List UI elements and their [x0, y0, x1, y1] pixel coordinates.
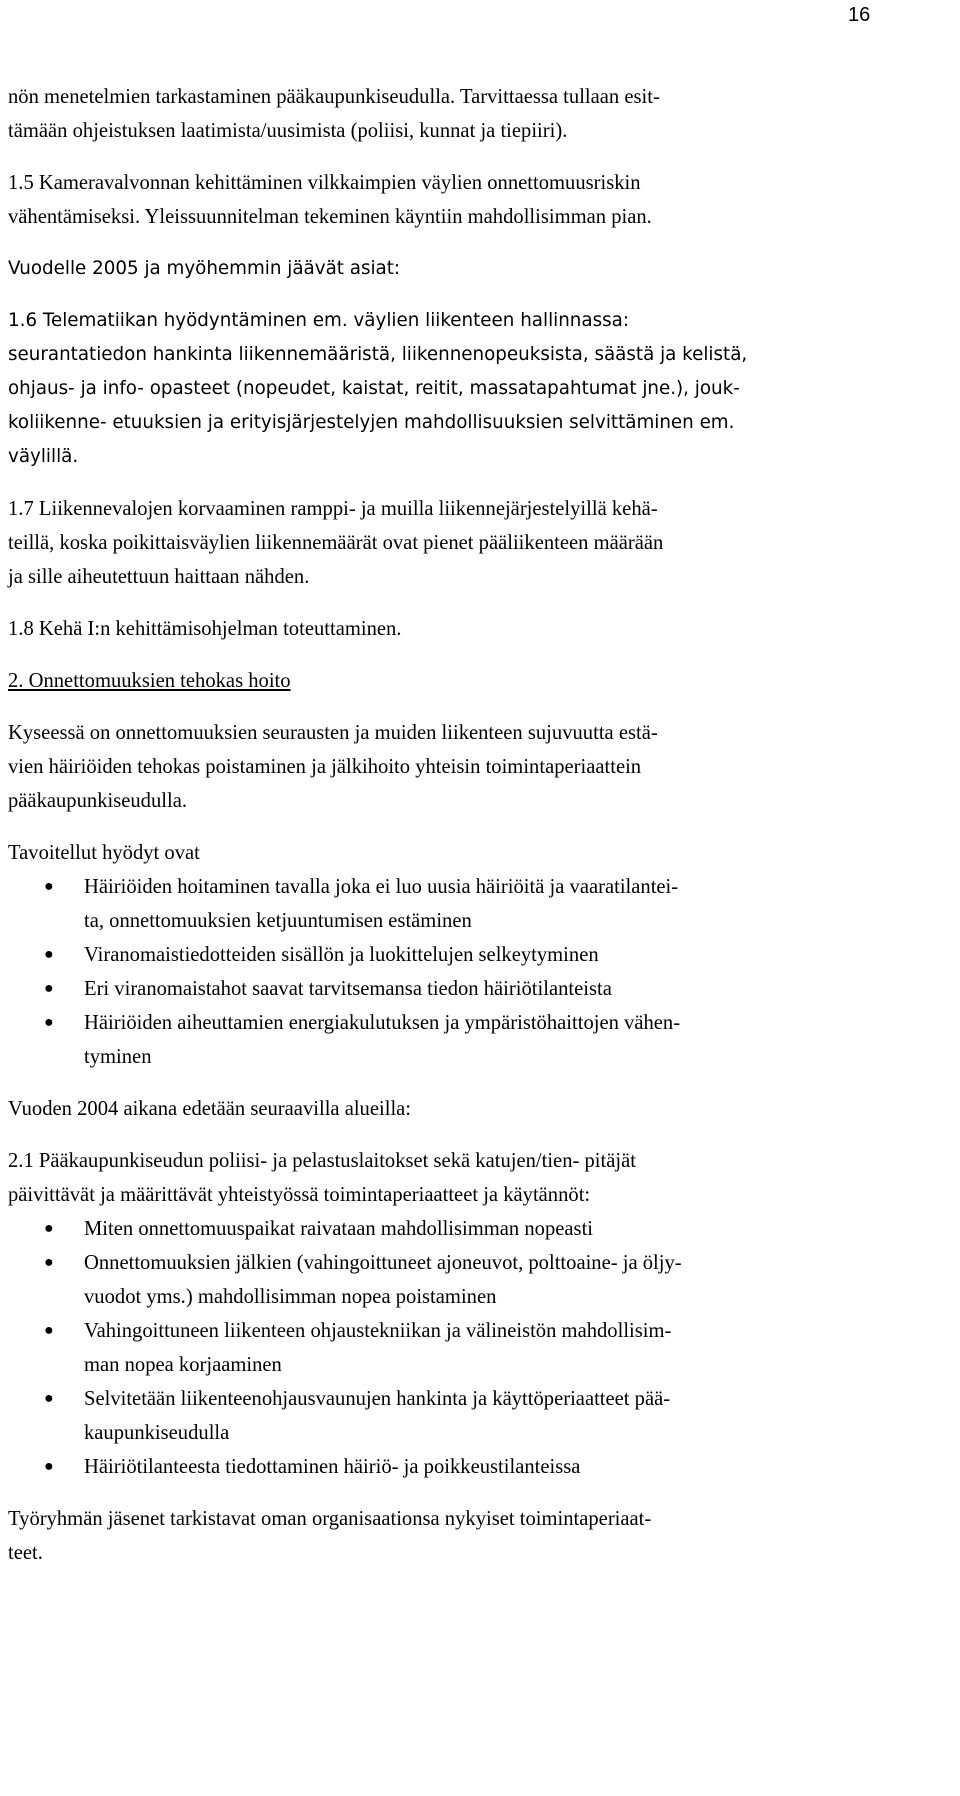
- text-line: pääkaupunkiseudulla.: [8, 790, 187, 812]
- list-item: [8, 1314, 953, 1382]
- list-item: [8, 1212, 953, 1246]
- list-item: [8, 938, 953, 972]
- section-heading: 2. Onnettomuuksien tehokas hoito: [8, 670, 291, 692]
- text-line: ● Viranomaistiedotteiden sisällön ja luokittelujen selkeytyminen: [84, 944, 599, 966]
- benefits-list: [8, 870, 953, 1074]
- list-item: [8, 1006, 953, 1074]
- text-line: seurantatiedon hankinta liikennemääristä, liikennenopeuksista, säästä ja kelistä,: [8, 344, 748, 365]
- text-line: Vuoden 2004 aikana edetään seuraavilla alueilla:: [8, 1098, 412, 1120]
- text-line: ● Miten onnettomuuspaikat raivataan mahdollisimman nopeasti: [84, 1218, 594, 1240]
- text-line: koliikenne- etuuksien ja erityisjärjestelyjen mahdollisuuksien selvittäminen em.: [8, 412, 735, 433]
- paragraph-1-6: [8, 304, 953, 474]
- list-item: [8, 1450, 953, 1484]
- text-line: nön menetelmien tarkastaminen pääkaupunkiseudulla. Tarvittaessa tullaan esit-: [8, 86, 660, 108]
- text-line: ● Häiriöiden aiheuttamien energiakulutuksen ja ympäristöhaittojen vähen-: [84, 1012, 681, 1034]
- text-line: ● Häiriötilanteesta tiedottaminen häiriö- ja poikkeustilanteissa: [84, 1456, 581, 1478]
- list-item: [8, 1382, 953, 1450]
- paragraph-final: [8, 1502, 953, 1570]
- page-body: [8, 80, 953, 1570]
- text-line: päivittävät ja määrittävät yhteistyössä toimintaperiaatteet ja käytännöt:: [8, 1184, 591, 1206]
- text-line: ● Onnettomuuksien jälkien (vahingoittuneet ajoneuvot, polttoaine- ja öljy-: [84, 1252, 682, 1274]
- text-line: ● Häiriöiden hoitaminen tavalla joka ei luo uusia häiriöitä ja vaaratilantei-: [84, 876, 679, 898]
- text-line: tyminen: [84, 1046, 152, 1068]
- text-line: ● Eri viranomaistahot saavat tarvitsemansa tiedon häiriötilanteista: [84, 978, 612, 1000]
- text-line: ● Selvitetään liikenteenohjausvaunujen hankinta ja käyttöperiaatteet pää-: [84, 1388, 671, 1410]
- section-heading-2: [8, 664, 953, 698]
- text-line: teillä, koska poikittaisväylien liikennemäärät ovat pienet pääliikenteen määrään: [8, 532, 664, 554]
- text-line: kaupunkiseudulla: [84, 1422, 230, 1444]
- list-item: [8, 1246, 953, 1314]
- page-number: 16: [848, 4, 871, 26]
- text-line: vähentämiseksi. Yleissuunnitelman tekeminen käyntiin mahdollisimman pian.: [8, 206, 652, 228]
- paragraph-1-7: [8, 492, 953, 594]
- benefits-section: [8, 836, 953, 1074]
- text-line: teet.: [8, 1542, 43, 1564]
- text-line: Vuodelle 2005 ja myöhemmin jäävät asiat:: [8, 258, 401, 279]
- paragraph-kyseessa: [8, 716, 953, 818]
- paragraph-1-8: [8, 612, 953, 646]
- paragraph-2004: [8, 1092, 953, 1126]
- text-line: vien häiriöiden tehokas poistaminen ja jälkihoito yhteisin toimintaperiaattein: [8, 756, 642, 778]
- text-line: 2.1 Pääkaupunkiseudun poliisi- ja pelastuslaitokset sekä katujen/tien- pitäjät: [8, 1150, 636, 1172]
- actions-list: [8, 1212, 953, 1484]
- text-line: 1.5 Kameravalvonnan kehittäminen vilkkaimpien väylien onnettomuusriskin: [8, 172, 641, 194]
- text-line: Työryhmän jäsenet tarkistavat oman organisaationsa nykyiset toimintaperiaat-: [8, 1508, 652, 1530]
- text-line: vuodot yms.) mahdollisimman nopea poistaminen: [84, 1286, 497, 1308]
- text-line: ● Vahingoittuneen liikenteen ohjaustekniikan ja välineistön mahdollisim-: [84, 1320, 672, 1342]
- text-line: ohjaus- ja info- opasteet (nopeudet, kaistat, reitit, massatapahtumat jne.), jouk-: [8, 378, 740, 399]
- text-line: tämään ohjeistuksen laatimista/uusimista (poliisi, kunnat ja tiepiiri).: [8, 120, 568, 142]
- text-line: väylillä.: [8, 446, 79, 467]
- paragraph-2-1: [8, 1144, 953, 1484]
- paragraph-1-5: [8, 166, 953, 234]
- text-line: man nopea korjaaminen: [84, 1354, 282, 1376]
- text-line: 1.6 Telematiikan hyödyntäminen em. väylien liikenteen hallinnassa:: [8, 310, 630, 331]
- text-line: 1.7 Liikennevalojen korvaaminen ramppi- ja muilla liikennejärjestelyillä kehä-: [8, 498, 658, 520]
- benefits-title: Tavoitellut hyödyt ovat: [8, 842, 200, 864]
- text-line: ja sille aiheutettuun haittaan nähden.: [8, 566, 310, 588]
- text-line: 1.8 Kehä I:n kehittämisohjelman toteuttaminen.: [8, 618, 402, 640]
- list-item: [8, 870, 953, 938]
- text-line: ta, onnettomuuksien ketjuuntumisen estäminen: [84, 910, 472, 932]
- paragraph-2005: [8, 252, 953, 286]
- list-item: [8, 972, 953, 1006]
- text-line: Kyseessä on onnettomuuksien seurausten ja muiden liikenteen sujuvuutta estä-: [8, 722, 658, 744]
- paragraph-intro: [8, 80, 953, 148]
